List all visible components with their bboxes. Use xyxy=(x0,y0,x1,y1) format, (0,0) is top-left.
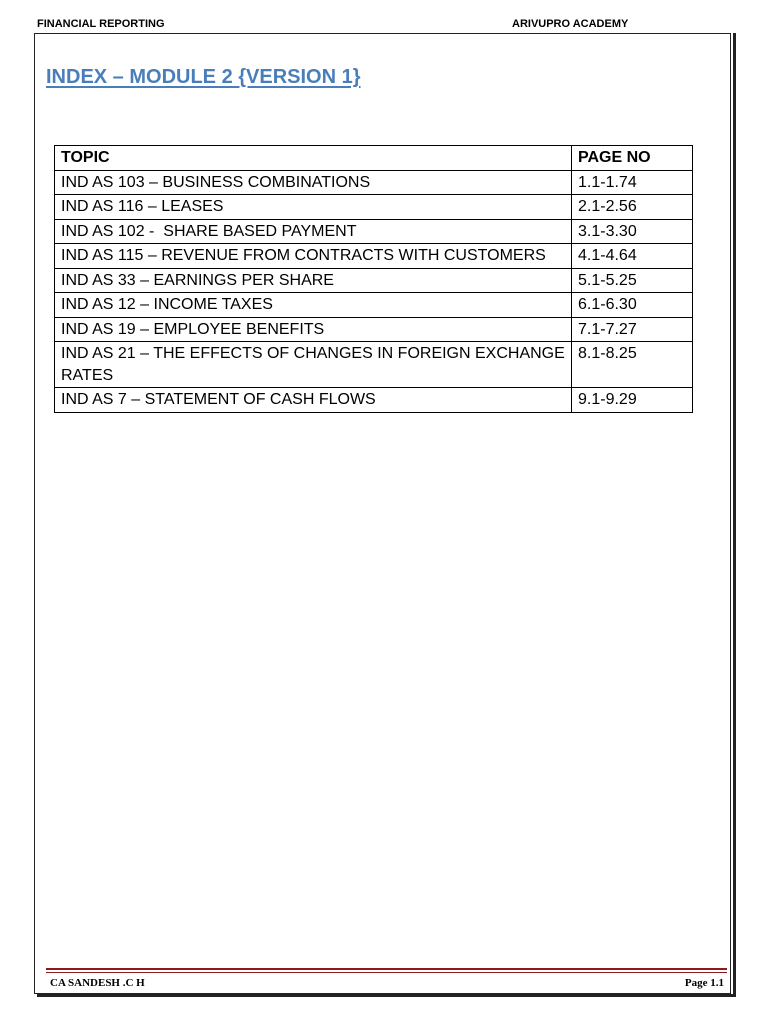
page-cell: 9.1-9.29 xyxy=(572,388,693,413)
topic-cell: IND AS 21 – THE EFFECTS OF CHANGES IN FOREIGN EXCHANGE RATES xyxy=(55,342,572,388)
topic-cell: IND AS 115 – REVENUE FROM CONTRACTS WITH CUSTOMERS xyxy=(55,244,572,269)
table-row xyxy=(55,317,693,342)
page-cell: 8.1-8.25 xyxy=(572,342,693,388)
footer-rule-thin xyxy=(46,972,727,973)
page-cell: 5.1-5.25 xyxy=(572,268,693,293)
table-row xyxy=(55,219,693,244)
page-title: INDEX – MODULE 2 {VERSION 1} xyxy=(46,66,361,88)
topic-cell: IND AS 33 – EARNINGS PER SHARE xyxy=(55,268,572,293)
footer-page-number: Page 1.1 xyxy=(684,977,724,989)
footer-author: CA SANDESH .C H xyxy=(50,977,145,989)
table-row xyxy=(55,244,693,269)
table-row xyxy=(55,293,693,318)
column-header-topic: TOPIC xyxy=(55,146,572,171)
index-table xyxy=(54,145,693,413)
table-row xyxy=(55,170,693,195)
page-border-shadow-bottom xyxy=(37,994,736,997)
table-row xyxy=(55,388,693,413)
page-border-shadow-right xyxy=(733,33,736,997)
table-row xyxy=(55,342,693,388)
page-cell: 7.1-7.27 xyxy=(572,317,693,342)
table-header-row xyxy=(55,146,693,171)
topic-cell: IND AS 102 - SHARE BASED PAYMENT xyxy=(55,219,572,244)
header-right-text: ARIVUPRO ACADEMY xyxy=(512,18,629,30)
topic-cell: IND AS 7 – STATEMENT OF CASH FLOWS xyxy=(55,388,572,413)
page-cell: 2.1-2.56 xyxy=(572,195,693,220)
page-cell: 4.1-4.64 xyxy=(572,244,693,269)
page-cell: 3.1-3.30 xyxy=(572,219,693,244)
topic-cell: IND AS 19 – EMPLOYEE BENEFITS xyxy=(55,317,572,342)
page-cell: 6.1-6.30 xyxy=(572,293,693,318)
table-row xyxy=(55,195,693,220)
page-cell: 1.1-1.74 xyxy=(572,170,693,195)
topic-cell: IND AS 116 – LEASES xyxy=(55,195,572,220)
topic-cell: IND AS 12 – INCOME TAXES xyxy=(55,293,572,318)
footer-rule xyxy=(46,968,727,970)
column-header-page-no: PAGE NO xyxy=(572,146,693,171)
topic-cell: IND AS 103 – BUSINESS COMBINATIONS xyxy=(55,170,572,195)
table-row xyxy=(55,268,693,293)
header-left-text: FINANCIAL REPORTING xyxy=(37,18,165,30)
